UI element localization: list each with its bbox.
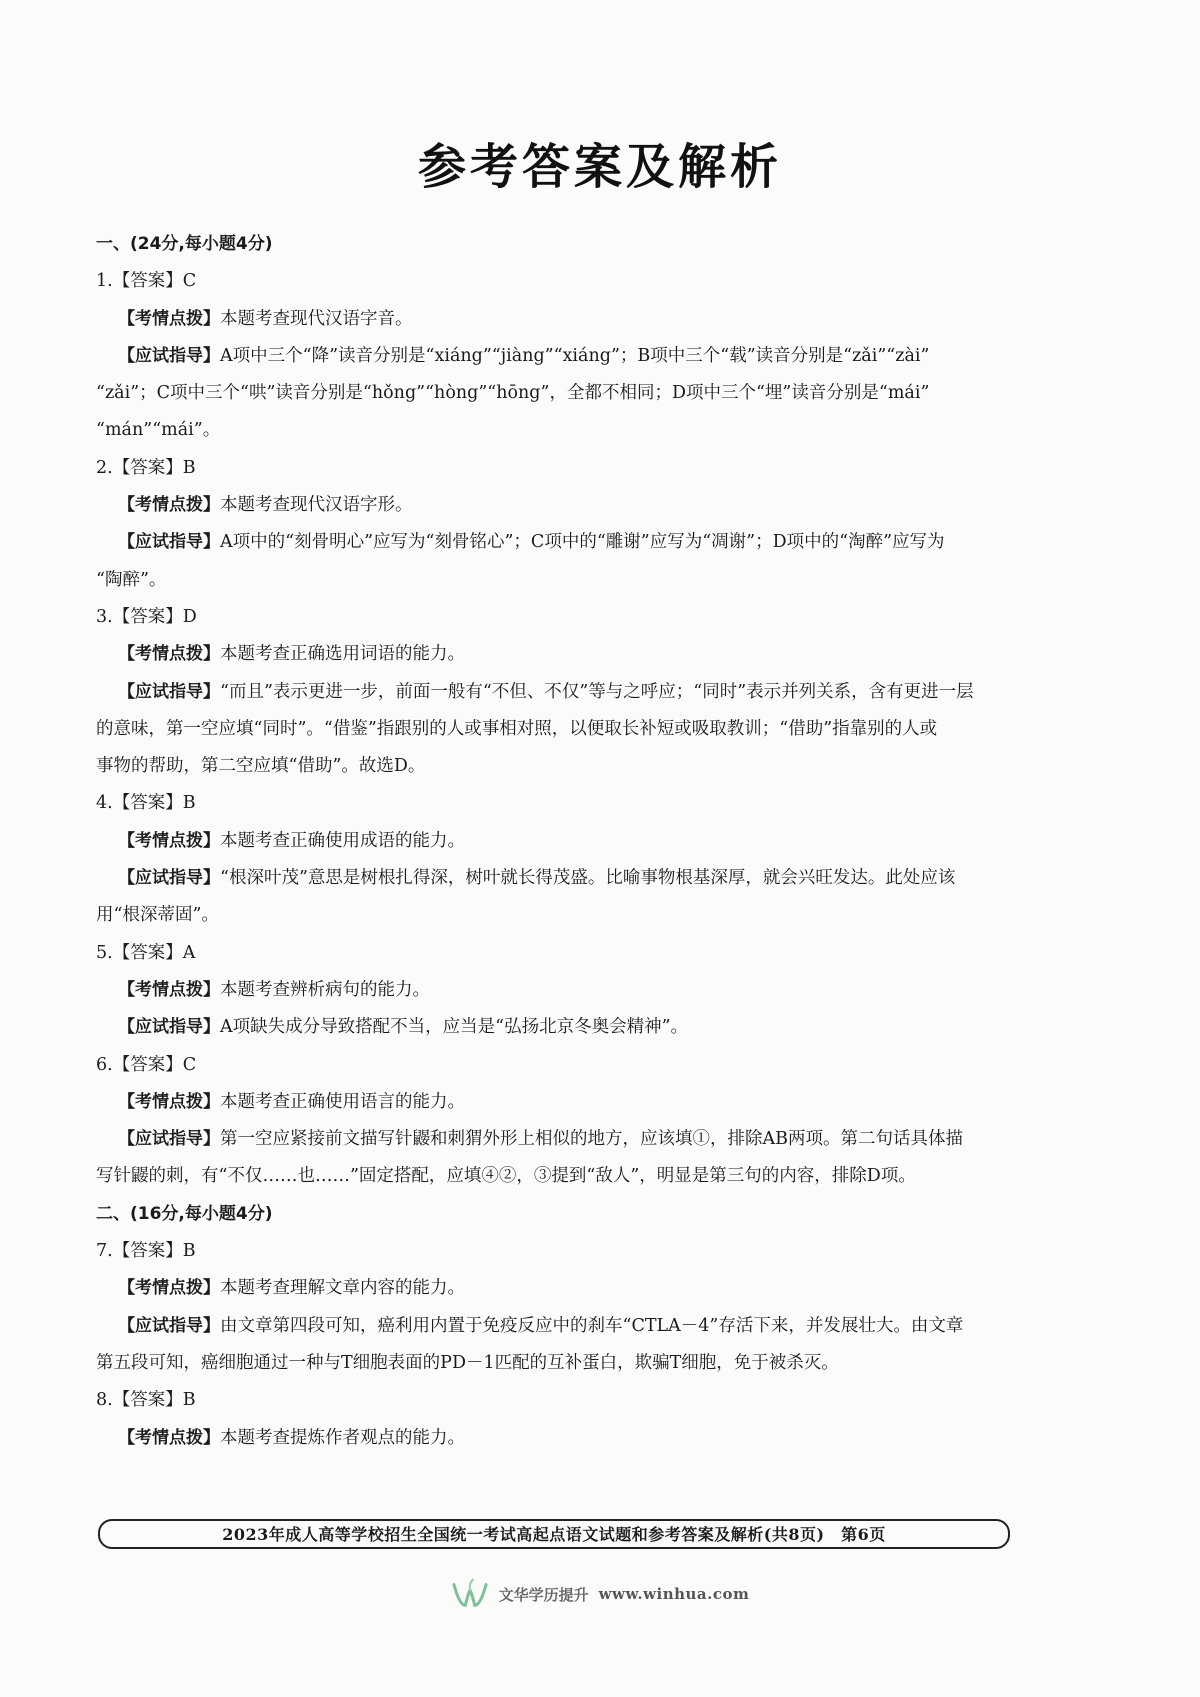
guide-line (96, 674, 1106, 711)
guide-line (96, 375, 1106, 412)
answer-line: 4.【答案】B (96, 793, 196, 814)
brand-url: www.winhua.com (598, 1585, 750, 1603)
exam-point-text: 本题考查理解文章内容的能力。 (220, 1278, 465, 1299)
exam-point-line (96, 1084, 1106, 1121)
answer-line: 8.【答案】B (96, 1390, 196, 1411)
exam-point-text: 本题考查提炼作者观点的能力。 (220, 1427, 465, 1448)
answer-content (96, 226, 1106, 1457)
exam-point-label: 【考情点拨】 (118, 830, 220, 851)
brand-name: 文华学历提升 (498, 1585, 589, 1604)
guide-text: “而且”表示更进一步，前面一般有“不但、不仅”等与之呼应；“同时”表示并列关系，含有更进一层 (220, 681, 974, 702)
exam-point-label: 【考情点拨】 (118, 979, 220, 1000)
answer-line: 2.【答案】B (96, 457, 196, 478)
answer-line: 1.【答案】C (96, 271, 197, 292)
guide-label: 【应试指导】 (118, 1129, 220, 1150)
page-title: 参考答案及解析 (417, 139, 782, 195)
exam-point-line (96, 636, 1106, 673)
guide-text: A项中的“刻骨明心”应写为“刻骨铭心”；C项中的“雕谢”应写为“凋谢”；D项中的“淘醉”应写为 (220, 532, 945, 553)
guide-line (96, 1009, 1106, 1046)
exam-point-line (96, 1420, 1106, 1457)
guide-text: 由文章第四段可知，癌利用内置于免疫反应中的刹车“CTLA－4”存活下来，并发展壮大。由文章 (220, 1315, 964, 1336)
guide-text: 的意味，第一空应填“同时”。“借鉴”指跟别的人或事相对照，以便取长补短或吸取教训；“借助”指靠别的人或 (96, 718, 938, 739)
guide-line (96, 524, 1106, 561)
guide-text: “zǎi”；C项中三个“哄”读音分别是“hǒng”“hòng”“hōng”，全都不相同；D项中三个“埋”读音分别是“mái” (96, 383, 930, 404)
winhua-logo-icon (451, 1577, 489, 1611)
guide-line (96, 711, 1106, 748)
guide-text: 第五段可知，癌细胞通过一种与T细胞表面的PD－1匹配的互补蛋白，欺骗T细胞，免于被杀灭。 (96, 1352, 839, 1373)
guide-text: 用“根深蒂固”。 (96, 905, 219, 926)
exam-point-text: 本题考查正确选用词语的能力。 (220, 644, 465, 665)
guide-text: 事物的帮助，第二空应填“借助”。故选D。 (96, 756, 426, 777)
page-footer: 2023年成人高等学校招生全国统一考试高起点语文试题和参考答案及解析(共8页) 第6页 (98, 1519, 1010, 1549)
guide-text: A项缺失成分导致搭配不当，应当是“弘扬北京冬奥会精神”。 (220, 1017, 689, 1038)
guide-label: 【应试指导】 (118, 345, 220, 366)
answer-line: 6.【答案】C (96, 1054, 197, 1075)
exam-point-label: 【考情点拨】 (118, 308, 220, 329)
exam-point-line (96, 301, 1106, 338)
guide-text: 写针鼹的刺，有“不仅……也……”固定搭配，应填④②，③提到“敌人”，明显是第三句的内容，排除D项。 (96, 1166, 916, 1187)
answer-line: 7.【答案】B (96, 1241, 196, 1262)
guide-label: 【应试指导】 (118, 1315, 220, 1336)
answer-line: 5.【答案】A (96, 942, 196, 963)
exam-point-text: 本题考查现代汉语字音。 (220, 308, 413, 329)
section-heading: 二、(16分,每小题4分) (96, 1203, 273, 1224)
guide-label: 【应试指导】 (118, 1017, 220, 1038)
guide-line (96, 1121, 1106, 1158)
brand-watermark (0, 1574, 1200, 1614)
guide-text: “mán”“mái”。 (96, 420, 221, 441)
exam-point-label: 【考情点拨】 (118, 1427, 220, 1448)
exam-point-label: 【考情点拨】 (118, 495, 220, 516)
guide-text: “根深叶茂”意思是树根扎得深，树叶就长得茂盛。比喻事物根基深厚，就会兴旺发达。此处应该 (220, 868, 956, 889)
exam-point-label: 【考情点拨】 (118, 1091, 220, 1112)
guide-label: 【应试指导】 (118, 868, 220, 889)
exam-point-line (96, 972, 1106, 1009)
guide-line (96, 1308, 1106, 1345)
exam-point-text: 本题考查辨析病句的能力。 (220, 979, 430, 1000)
exam-point-line (96, 487, 1106, 524)
guide-text: “陶醉”。 (96, 569, 167, 590)
guide-label: 【应试指导】 (118, 681, 220, 702)
guide-label: 【应试指导】 (118, 532, 220, 553)
guide-line (96, 562, 1106, 599)
exam-point-label: 【考情点拨】 (118, 644, 220, 665)
guide-line (96, 338, 1106, 375)
exam-point-line (96, 823, 1106, 860)
guide-text: A项中三个“降”读音分别是“xiáng”“jiàng”“xiáng”；B项中三个“载”读音分别是“zǎi”“zài” (220, 345, 930, 366)
exam-point-text: 本题考查现代汉语字形。 (220, 495, 413, 516)
guide-text: 第一空应紧接前文描写针鼹和刺猬外形上相似的地方，应该填①，排除AB两项。第二句话具体描 (220, 1129, 963, 1150)
exam-point-line (96, 1270, 1106, 1307)
guide-line (96, 897, 1106, 934)
section-heading: 一、(24分,每小题4分) (96, 234, 273, 254)
guide-line (96, 412, 1106, 449)
guide-line (96, 1158, 1106, 1195)
exam-point-text: 本题考查正确使用成语的能力。 (220, 830, 465, 851)
guide-line (96, 1345, 1106, 1382)
exam-point-text: 本题考查正确使用语言的能力。 (220, 1091, 465, 1112)
guide-line (96, 748, 1106, 785)
guide-line (96, 860, 1106, 897)
exam-point-label: 【考情点拨】 (118, 1278, 220, 1299)
answer-line: 3.【答案】D (96, 606, 197, 627)
